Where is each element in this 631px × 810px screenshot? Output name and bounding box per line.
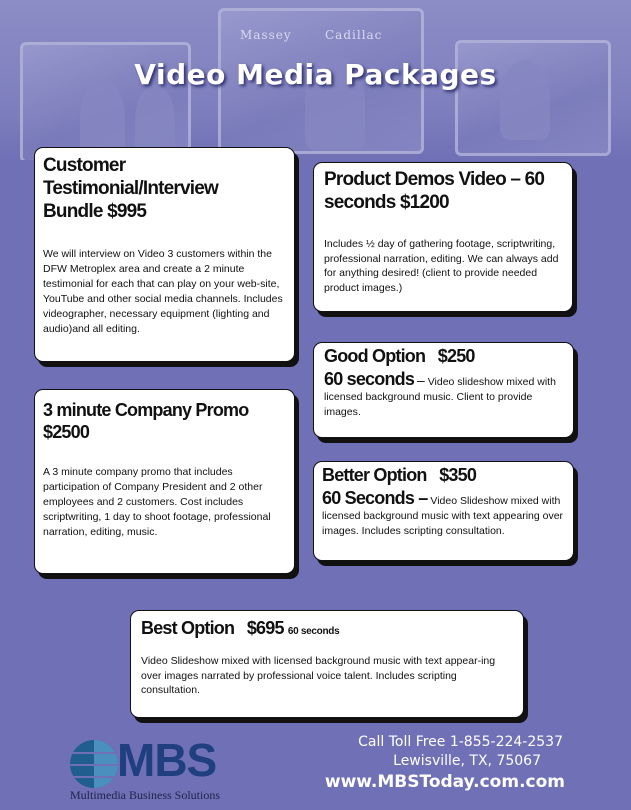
good-option-card [313,342,574,438]
best-option-price: $695 [246,618,284,638]
good-option-title: Good Option [324,346,426,366]
company-promo-title: 3 minute Company Promo $2500 [43,400,249,442]
better-option-card [313,461,574,561]
good-option-duration: 60 seconds [324,368,415,389]
product-demos-card [313,162,573,312]
mbs-logo-subtitle: Multimedia Business Solutions [70,788,221,802]
screen-caption-cadillac: Cadillac [325,28,383,42]
product-demos-title: Product Demos Video – 60 seconds $1200 [324,169,545,213]
best-option-duration: 60 seconds [287,626,340,637]
good-option-body [324,369,563,421]
better-option-heading [322,465,565,487]
product-demos-description: Includes ½ day of gathering footage, scriptwriting, professional narration, editing. We can always add for anything desired! (client to provide needed product images.) [324,237,559,295]
better-option-description: Video Slideshow mixed with licensed background music with text appearing over images. Includes scripting consultation. [322,494,564,538]
good-option-price: $250 [437,346,475,366]
better-option-body [322,488,565,539]
mbs-logo-text: MBS [117,734,217,786]
page-title: Video Media Packages [134,58,497,91]
screen-caption-massey: Massey [240,28,292,42]
good-option-dash: – [416,371,425,388]
best-option-description: Video Slideshow mixed with licensed background music with text appear-ing over images narrated by professional voice talent. Includes scripting consultation. [141,654,496,697]
best-option-heading [141,618,513,640]
contact-website[interactable]: www.MBSToday.com.com [324,772,565,792]
contact-phone: Call Toll Free 1-855-224-2537 [358,734,563,750]
testimonial-bundle-card [34,147,295,362]
mbs-logo-globe-icon [70,740,118,788]
testimonial-bundle-description: We will interview on Video 3 customers within the DFW Metroplex area and create a 2 minute testimonial for each that can play on your web-site, YouTube and other social media channels. Includes videographer, necessary equipment (lighting and audio)and all editing. [43,248,283,335]
best-option-card [130,610,524,718]
company-promo-description: A 3 minute company promo that includes participation of Company President and 2 other employees and 2 customers. Cost includes scriptwriting, 1 day to shoot footage, professional narration, editing, music. [43,466,271,538]
better-option-duration: 60 Seconds – [322,487,428,508]
contact-address: Lewisville, TX, 75067 [393,753,541,769]
left-person-silhouette-2 [135,85,175,155]
good-option-description: Video slideshow mixed with licensed background music. Client to provide images. [324,375,556,419]
good-option-heading [324,346,563,368]
left-person-silhouette [80,80,125,155]
testimonial-bundle-title: Customer Testimonial/Interview Bundle $995 [43,155,219,222]
better-option-title: Better Option [322,465,427,485]
best-option-title: Best Option [141,618,235,638]
company-promo-card [34,389,295,574]
better-option-price: $350 [439,465,477,485]
